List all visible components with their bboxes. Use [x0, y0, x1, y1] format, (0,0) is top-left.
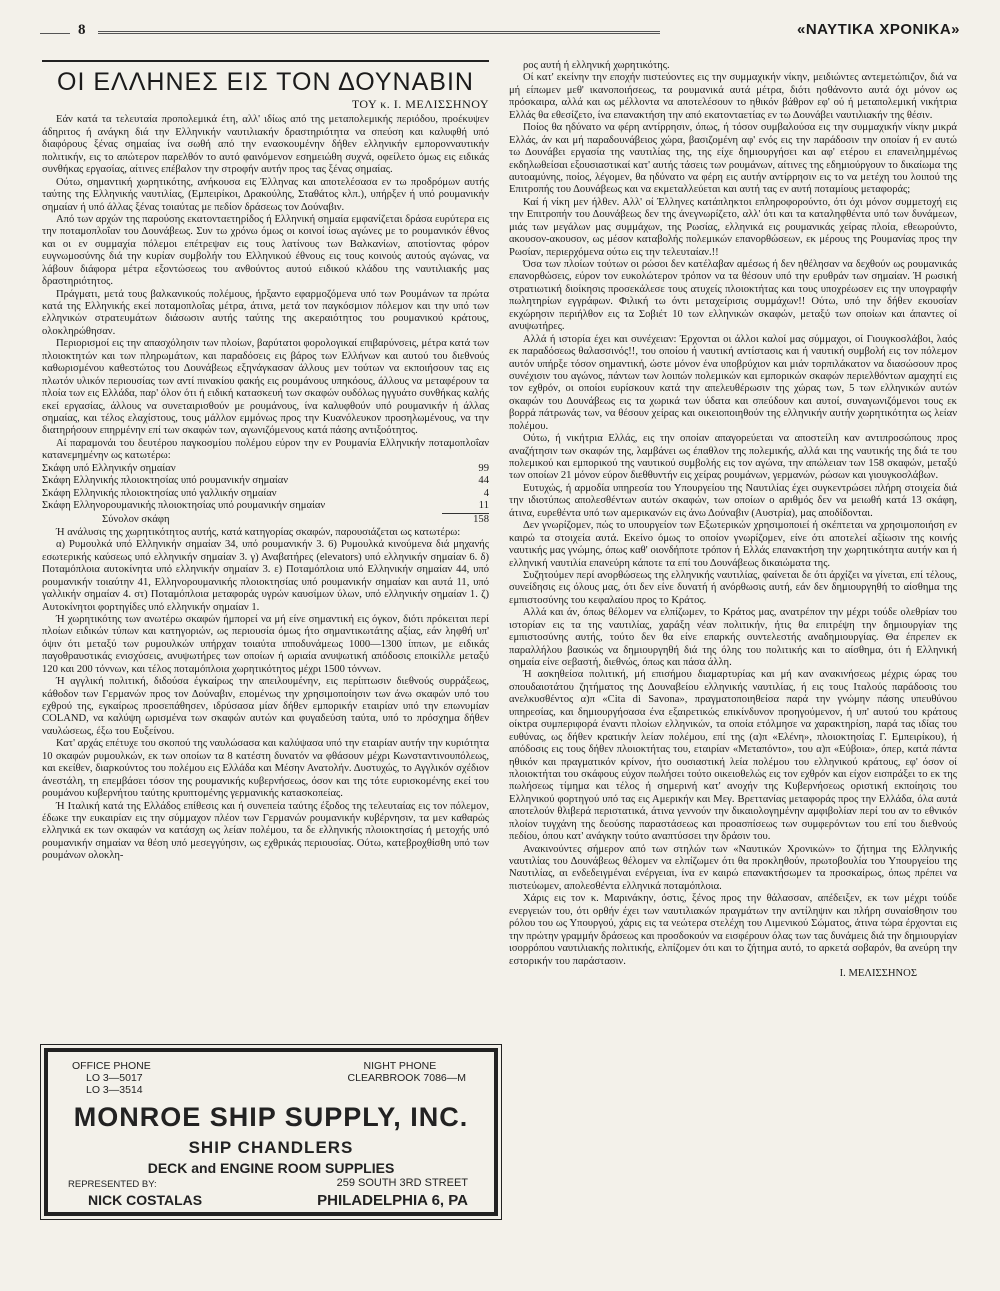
signature-line: [509, 968, 957, 980]
right-paragraphs: [509, 60, 957, 968]
office-phone-block: [72, 1060, 151, 1096]
article-paragraph: Από των αρχών της παρούσης εκατονταετηρίδος ή Ελληνική σημαία εμφανίζεται δράσα ευρύτερα εις την ποταμοπλοΐαν του Δουνάβεως. Συν τω χρόνω όμως οι κοινοί ίσως αγώνες με το ρουμανικόν έθνος και οι εν συμμαχία πόλεμοι επέτρεψαν εις τους λατίνους των Βαλκανίων, αποτίοντας φόρον ευγνωμοσύνης διά την κυρίαν συμβολήν του Ελληνικού έθνους εις τους κοινούς αυτούς αγώνας, να λάβουν διάφορα μέτρα εξοντώσεως του ανθούντος αυτού ειδικού κλάδου της ναυτιλιακής μας δραστηριότητος.: [42, 213, 489, 288]
night-phone-label: NIGHT PHONE: [363, 1060, 437, 1072]
office-phone-2: LO 3—3514: [86, 1084, 143, 1097]
monroe-ship-supply-advertisement: [44, 1048, 498, 1216]
representative-name: NICK COSTALAS: [88, 1192, 203, 1208]
office-phone-label: OFFICE PHONE: [72, 1060, 151, 1072]
article-paragraph: Καί ή νίκη μεν ήλθεν. Αλλ' οί Έλληνες κατάπληκτοι επληροφορούντο, ότι όχι μόνον συμμετοχή εις την Επιτροπήν του Δουνάβεως δεν της άνεγνωρίζετο, αλλ' ότι και τα καταληφθέντα υπό των δυνάμεων, μιάς των μεγάλων μας συμμάχων, της Ρωσίας, ελληνικά εις ρουμανικάς χείρας πλοία, εθεωρούντο, ακουσον-ακουσον, ως μέσον καταβολής πολεμικών επανορθώσεων, εκ μέρους της Ρουμανίας προς την Ρωσίαν, περιερχόμενα ούτω εις την τελευταίαν.!!: [509, 196, 957, 258]
header-rule-left: [40, 33, 70, 34]
article-paragraph: Όσα των πλοίων τούτων οι ρώσοι δεν κατέλαβαν αμέσως ή δεν ηθέλησαν να δεχθούν ως ρουμανικάς επανορθώσεις, εύρον τον ευκολώτερον τρόπον να τα θέσουν υπό την ερυθράν των σημαίαν. Ή ρωσική στρατιωτική διοίκησις προσεκάλεσε τους ατυχείς πλοιοκτήτας και τους υποχρέωσεν εις την υπογραφήν πωλητηρίων εγγράφων. Φιλική τω όντι μεταχείρισις συμμάχων!! Ούτω, υπό την δήθεν εκουσίαν εκχώρησιν περιήλθον εις τα Σοβιέτ 10 των ελληνικών σκαφών, μεταξύ των οποίων και άπαντες οί ανυψωτήρες.: [509, 259, 957, 333]
supplies-line: DECK and ENGINE ROOM SUPPLIES: [147, 1160, 395, 1176]
stat-label: Σκάφη υπό Ελληνικήν σημαίαν: [42, 462, 176, 474]
article-paragraph: Αλλά και άν, όπως θέλομεν να ελπίζωμεν, το Κράτος μας, ανατρέπον την μέχρι τούδε ολεθρίαν του ιστορίαν εις τα της ναυτιλίας, χαράξη νέαν πολιτικήν, ήτις θα επιτρέψη την δημιουργίαν της εμπιστοσύνης αυτής, τούτο δεν θα είνε επαρκής συντελεστής αναδημιουργίας. Θα έπρεπεν εκ παραλλήλου βασικώς να δημιουργηθή διά της όλης του πολιτικής και το αίσθημα, ότι ή Ελληνική σημαία είνε σεβαστή, διεθνώς, όπως και πάσα άλλη.: [509, 607, 957, 668]
stat-label: Σκάφη Ελληνορουμανικής πλοιοκτησίας υπό ρουμανικήν σημαίαν: [42, 500, 326, 512]
stat-label: Σκάφη Ελληνικής πλοιοκτησίας υπό ρουμανικήν σημαίαν: [42, 475, 289, 487]
left-paragraphs: [42, 114, 489, 462]
article-paragraph: Αλλά ή ιστορία έχει και συνέχειαν: Έρχονται οι άλλοι καλοί μας σύμμαχοι, οί Γιουγκοσλάβοι, λαός εκ παραδόσεως θαλασσινός!!, του οποίου ή ναυτική αντίστασις και ή ναυτική συμβολή εις τον πόλεμον αυτόν υπήρξε τόσον σημαντική, ώστε μόνον ένα υποβρύχιον και μιάν τορπιλάκατον να διασώσουν προς συνέχισιν του αγώνος, πάντων των λοιπών πολεμικών και εμπορικών σκαφών περιελθόντων αμαχητί εις τον εχθρόν, οι οποίοι ευρίσκουν κατά την απελευθέρωσιν της χώρας των, 5 των ελληνικών αυτών σκαφών του Δουνάβεως εις τα χωρικά των ύδατα και σπεύδουν και αυτοί, συναγωνιζόμενοι τους εκ βορρά πάτρωνάς των, να θέσουν χείρας και οικειοποιηθούν της ελληνικήν αυτήν χωρητικότητα ως λείαν πολέμου.: [509, 333, 957, 432]
article-paragraph: Ή αγγλική πολιτική, διδούσα έγκαίρως την απειλουμένην, εις περίπτωσιν διεθνούς συρράξεως, κάθοδον των Γερμανών προς τον Δούναβιν, επομένως την χρησιμοποίησιν των άνω σκαφών υπό του εχθρού της, εγκαίρως προσεπάθησεν, ιδρύσασα μίαν δήθεν εμπορικήν εταιρίαν υπό την επωνυμίαν COLAND, να καλύψη ωρισμένα των σκαφών αυτών και φυγαδεύση ταύτα, υπό το πρόσχημα δήθεν ναυλώσεως, έξω του Ευξείνου.: [42, 676, 489, 737]
article-paragraph: Κατ' αρχάς επέτυχε του σκοπού της ναυλώσασα και καλύψασα υπό την εταιρίαν αυτήν την κυριότητα 10 σκαφών ρυμουλκών, εκ των οποίων τα 8 κατέστη δυνατόν να φθάσουν μέχρι Κωνσταντινουπόλεως, και εκείθεν, διαρκούντος του πολέμου εις Ελλάδα και Μέσην Ανατολήν. Δυστυχώς, το Αγγλικόν σχέδιον άνεστάλη, τη επεμβάσει τόσον της ρουμανικής κυβερνήσεως, όσον και της τότε ευρισκομένης εκεί του ρουμάνου κυβερνήτου ταύτης κρυπτομένης γερμανικής κατασκοπείας.: [42, 738, 489, 800]
article-byline: ΤΟΥ κ. Ι. ΜΕΛΙΣΣΗΝΟΥ: [351, 97, 489, 112]
article-paragraph: Ή ασκηθείσα πολιτική, μή επισήμου διαμαρτυρίας και μή καν ανακινήσεως μέχρις ώρας του σπουδαιοτάτου ζητήματος της Δουναβείου ελληνικής ναυτιλίας, ή εις τους Ιταλούς παράδοσις του ανελκυσθέντος α)π «Cita di Savona», πραγματοποιηθείσα παρά την γνώμην πάσης υπευθύνου υπηρεσίας, και δημιουργήσασα ένα εξαιρετικώς επικίνδυνον προηγούμενον, ή υπ' αυτού του κράτους οίκτρα συμπεριφορά έναντι πλοίων ελληνικών, τα οποία ετόλμησε να χαρακτηρίση, παρά τας ιδίας του ευθύνας, ως δήθεν κρατικήν λείαν πολέμου, επί της (α)π «Ελένη», πλοιοκτησίας Γ. Εμπειρίκου), ή απόδοσις εις τους δήθεν πλοιοκτήτας του, εταιρίαν «Μεταπόντο», του α)π «Εύβοια», όπερ, κατά πάντα ηθικόν και πραγματικόν κρίνον, ήτο ουσιαστική λεία πολέμου του ελληνικού κράτους, εφ' όσον οί πλοιοκτήται του σκάφους εύχον πωλήσει τούτο οικειοθελώς εις τον εχθρόν και είχον εισπράξει το εκ της πωλήσεως τίμημα και τέλος ή σημερινή κατ' ανοχήν της Κυβερνήσεως οριστική εκποίησις του Ελληνικού φορτηγού υπό τας εις Αμερικήν και Μεγ. Βρεττανίας μεταφοράς προς την Ελλάδα, όλα αυτά αποτελούν θλιβερά περιστατικά, άτινα γεννούν την δικαιολογημένην αμφιβολίαν περί του αν το εθνικόν πλοίον τυγχάνη της δεούσης παραστάσεως και προασπίσεως των συμφερόντων του επί του διεθνούς πεδίου, όπου κατ' ανάγκην τούτο αναπτύσσει την δράσιν του.: [509, 669, 957, 843]
total-label: Σύνολον σκάφη: [102, 514, 170, 526]
article-paragraph: Δεν γνωρίζομεν, πώς το υπουργείον των Εξωτερικών χρησιμοποιεί ή σκέπτεται να χρησιμοποιήση εν καιρώ τα στοιχεία αυτά. Εκείνο όμως το οποίον γνωρίζομεν, είνε ότι αποτελεί αξίωσιν της κοινής ναυτικής μας γνώμης, όπως καθ' οιονδήποτε τρόπον ή Ελλάς επανακτήση την χωρητικότητα αυτήν και ή ελληνική ναυτιλία επανεύρη κάποτε τα επί του Δουνάβεως δικαιώματα της.: [509, 520, 957, 569]
left-paragraphs-2: [42, 527, 489, 863]
night-phone: CLEARBROOK 7086—M: [347, 1072, 466, 1085]
article-paragraph: Πράγματι, μετά τους βαλκανικούς πολέμους, ήρξαντο εφαρμοζόμενα υπό των Ρουμάνων τα πρώτα κατά της Ελληνικής εκεί ποταμοπλοΐας μέτρα, άτινα, μετά τον παγκόσμιον πόλεμον και την υπό των ελληνικών στρατευμάτων διάσωσιν αυτής ταύτης της ακεραιότητος του ρουμανικού κράτους, ολοκληρώθησαν.: [42, 288, 489, 337]
article-title: ΟΙ ΕΛΛΗΝΕΣ ΕΙΣ ΤΟΝ ΔΟΥΝΑΒΙΝ: [42, 60, 489, 97]
article-paragraph: Περιορισμοί εις την απασχόλησιν των πλοίων, βαρύτατοι φορολογικαί επιβαρύνσεις, μέτρα κατά των πλοιοκτητών και των πληρωμάτων, και παραδόσεις εις βάρος των Ελλήνων και αυτού του διεθνούς καθωρισμένου καθεστώτος του Δουνάβεως εξηνάγκασαν άλλους μεν τούτων να εκποιήσουν τας εις πλωτόν υλικόν περιουσίας των αντί πινακίου φακής εις ρουμάνους υπηκόους, άλλους να μεταφέρουν τα πλοία των εις Ελλάδα, παρ' όλον ότι ή ειδική κατασκευή των σκαφών ουδόλως ηγγυάτο συνθήκας καλής εκεί εργασίας, άλλους να συνεταιρισθούν με ρουμάνους, ίνα καλυφθούν υπό ρουμανικήν ή άλλας σημαίας, και τέλος ελαχίστους, τους μάλλον εμμόνως προς την Κυανόλευκον προσηλωμένους, να την διατηρήσουν επηρμένην επί των σκαφών των, αγωνιζόμενους κατά πάσης αντιξοότητος.: [42, 338, 489, 437]
article-paragraph: Εάν κατά τα τελευταία προπολεμικά έτη, αλλ' ιδίως από της μεταπολεμικής περιόδου, προέκυψεν άδηριτος ή ανάγκη διά την Ελληνικήν ναυτιλιακήν δραστηριότητα να σπεύση και καλυφθή υπό διαφόρους ξένας σημαίας ίνα σωθή από την ενασκουμένην δήθεν ελληνικήν εμπορονναυτικήν πολιτικήν, εις το απώτερον παρελθόν το αυτό φαινόμενον εσημειώθη συχνά, οφείλετο όμως εις ειδικάς συνθήκας εργασίας, αίτινες επέβαλον την στροφήν αυτήν προς τας ξένας σημαίας.: [42, 114, 489, 176]
night-phone-block: [348, 1060, 466, 1084]
stat-value: 11: [478, 500, 489, 512]
article-paragraph: Ποίος θα ηδύνατο να φέρη αντίρρησιν, όπως, ή τόσον συμβαλούσα εις την συμμαχικήν νίκην μικρά Ελλάς, άν και μή παραδουνάβειος χώρα, βασιζομένη αφ' ενός εις την παράδοσιν την οποίαν ή εν αυτώ τω Δουνάβει εργασία της ναυτιλίας της, της είχε δημιουργήσει και αφ' ετέρου ει επανειλημμένως εκδηλωθείσαι εξουσιαστικαί κατ' αυτής τάσεις των ρουμάνων, αίτινες της εδημιούργουν το δικαίωμα της αυτοαμύνης, ποίος, λέγομεν, θα ηδύνατο να φέρη εις αυτήν αντίρρησιν εις το να μετέχη του λοιπού της Επιτροπής του Δουνάβεως και να εκμεταλλεύεται και αυτή τας εν αυτή ποταμίους μεταφοράς;: [509, 122, 957, 196]
stat-row: [42, 463, 489, 475]
article-paragraph: Οί κατ' εκείνην την εποχήν πιστεύοντες εις την συμμαχικήν νίκην, μειδιώντες αντεμετώπιζον, διά να μή είπωμεν μεθ' ικανοποιήσεως, τα ρουμανικά αυτά μέτρα, διότι ησθάνοντο αυτά όχι μόνον ως πρόσκαιρα, αλλά και ως μέλλοντα να αποτελέσουν το ηθικόν βάθρον εφ' ού ή μεταπολεμική νικήτρια Ελλάς θα εθεσίζετο, ίνα επανακτήση την από εκατονταετίας εν τω Δουνάβει ναυτιλιακήν της θέσιν.: [509, 72, 957, 121]
publication-title: «ΝΑΥΤΙΚΑ ΧΡΟΝΙΚΑ»: [797, 21, 960, 38]
total-value: 158: [473, 514, 489, 526]
office-phone-1: LO 3—5017: [86, 1072, 143, 1085]
stat-label: Σκάφη Ελληνικής πλοιοκτησίας υπό γαλλικήν σημαίαν: [42, 487, 277, 499]
header-rule-double: [98, 31, 660, 34]
article-paragraph: Χάρις εις τον κ. Μαρινάκην, όστις, ξένος προς την θάλασσαν, απέδειξεν, εκ των μέχρι τούδε ενεργειών του, ότι ορθήν έχει των ναυτιλιακών πραγμάτων την αντίληψιν και πλήρη συναίσθησιν του ρόλου του ως Υπουργού, χάρις εις τα νεώτερα στελέχη του Λιμενικού Σώματος, άτινα τώρα έρχονται εις την πρώτην γραμμήν δράσεως και προσδοκούν να εισφέρουν όλας των τας δυνάμεις διά την δημιουργίαν ισορρόπου ναυτιλιακής πολιτικής, ελπίζομεν ότι και το ζήτημα αυτό, το αρκετά σοβαρόν, θα ανεύρη την εστορικήν του παράστασιν.: [509, 893, 957, 967]
article-column-right: [509, 60, 957, 980]
article-paragraph: Ούτω, σημαντική χωρητικότης, ανήκουσα εις Έλληνας και αποτελέσασα εν τω προδρόμων αυτής ταύτης της Ελληνικής ναυτιλίας, (Εμπειρίκοι, Δρακούλης, Σταθάτος κλπ.), υπήρξεν ή υπό ρουμανικήν σημαίαν ή υπό άλλας ξένας τοιαύτας με πεδίον δράσεως τον Δούναβιν.: [42, 176, 489, 213]
company-name: MONROE SHIP SUPPLY, INC.: [73, 1102, 469, 1132]
street-address: 259 SOUTH 3RD STREET: [336, 1177, 468, 1189]
stat-value: 44: [478, 475, 489, 487]
stat-row: [42, 488, 489, 500]
stat-value: 4: [483, 487, 489, 499]
article-column-left: [42, 60, 489, 863]
article-paragraph: Ή χωρητικότης των ανωτέρω σκαφών ήμπορεί να μή είνε σημαντική εις όγκον, διότι πρόκειται περί πλοίων ειδικών τύπων και κατηγοριών, ως περιουσία όμως ήτο σημαντικωτάτης αξίας, εάν ληφθή υπ' όψιν ότι μεταξύ των ρυμουλκών υπήρχαν τοιαύτα ιπποδυνάμεως 1000—1300 ίππων, με ειδικάς παγοθραυστικάς ενισχύσεις, ανυψωτήρες των οποίων ή ωριαία ανυψωτική απόδοσις εποικίλλε μεταξύ 120 και 200 τόννων, και τέλος ποταμόπλοια χωρητικότητος μέχρι 1500 τόννων.: [42, 613, 489, 675]
article-paragraph: Ή ανάλυσις της χωρητικότητος αυτής, κατά κατηγορίας σκαφών, παρουσιάζεται ως κατωτέρω:: [56, 526, 461, 538]
article-paragraph: Ευτυχώς, ή αρμοδία υπηρεσία του Υπουργείου της Ναυτιλίας έχει συγκεντρώσει πλήρη στοιχεία διά την ιδιοτύπως απολεσθέντων αυτών σκαφών, των οποίων ο αριθμός δεν να μειωθή κατά 13 σκάφη, άτινα, ευρεθέντα υπό των αμερικανών εις άνω Δούναβιν (Αυστρία), μας αποδίδονται.: [509, 482, 957, 519]
stat-row: [42, 475, 489, 487]
article-paragraph: Αί παραμονάι του δευτέρου παγκοσμίου πολέμου εύρον την εν Ρουμανία Ελληνικήν ποταμοπλοΐαν κατανεμημένην ως κατωτέρω:: [42, 437, 489, 462]
fleet-total: [42, 514, 489, 526]
article-paragraph: ρος αυτή ή ελληνική χωρητικότης.: [523, 60, 670, 71]
article-paragraph: α) Ρυμουλκά υπό Ελληνικήν σημαίαν 34, υπό ρουμανικήν 3. 6) Ρυμουλκά κινούμενα διά μηχανής εσωτερικής καύσεως υπό ελληνικήν σημαίαν 3. γ) Αναβατήρες (elevators) υπό ελληνικήν σημαίαν 6. δ) Ποταμόπλοια αυτοκίνητα υπό ελληνικήν σημαίαν 3. ε) Ποταμόπλοια υπό Ελληνικήν σημαίαν 44, υπό ρουμανικήν τοιαύτην 41, Ελληνορουμανικής πλοιοκτησίας υπό ρουμανικήν σημαίαν και αυτά 11, υπό γαλλικήν σημαίαν 4. στ) Ποταμόπλοια μεταφοράς υγρών καυσίμων ύλων, υπό ελληνικήν σημαίαν 1. ζ) Αυτοκίνητοι φορτηγίδες υπό ελληνικήν σημαίαν 1.: [42, 539, 489, 613]
stat-value: 99: [478, 462, 489, 474]
ship-chandlers-line: SHIP CHANDLERS: [188, 1138, 354, 1157]
represented-by-label: REPRESENTED BY:: [68, 1179, 157, 1190]
article-paragraph: Ούτω, ή νικήτρια Ελλάς, εις την οποίαν απαγορεύεται να αποστείλη καν αντιπροσώπους προς αναζήτησιν των σκαφών της, λαμβάνει ως έπαθλον της πολεμικής, αλλά και της ναυτικής της διά τε του πολεμικού και εμπορικού της ναυτικού συμβολής εις τον αγώνα, την απώλειαν των 158 σκαφών, μεταξύ των οποίων 21 μόνον εύρον διεθθυντήν εις χείρας ρουμάνων, γερμανών, ρώσων και γιουγκοσλάβων.: [509, 433, 957, 482]
fleet-statistics: [42, 463, 489, 513]
page-header: [40, 22, 960, 44]
article-paragraph: Συζητούμεν περί ανορθώσεως της ελληνικής ναυτιλίας, φαίνεται δε ότι άρχίζει να γίνεται, επί τέλους, συνείδησις εις όλους μας, ότι δεν είνε δυνατή ή ανόρθωσις αυτή, εάν δεν δημιουργηθή το αίσθημα της εμπιστοσύνης του κεφαλαίου προς το Κράτος.: [509, 569, 957, 606]
page-number: 8: [78, 22, 86, 38]
article-paragraph: Ή Ιταλική κατά της Ελλάδος επίθεσις και ή συνεπεία ταύτης έξοδος της τελευταίας εις τον πόλεμον, έδωκε την ευκαιρίαν εις την σύμμαχον πλέον των Γερμανών ρουμανικήν κυβέρνησιν, τα μεν καθαρώς ελληνικά εκ των σκαφών να κατάσχη ως λείαν πολέμου, τα δε ελληνικής πλοιοκτησίας ή μετοχής υπό ρουμανικήν σημαίαν να θέση υπό μεσεγγύησιν, ως εχθρικάς περιουσίας. Ούτω, κατεβροχθίσθη υπό των ρουμάνων ολοκλη-: [42, 800, 489, 862]
stat-row: [42, 500, 489, 512]
author-signature: Ι. ΜΕΛΙΣΣΗΝΟΣ: [839, 967, 917, 979]
article-paragraph: Ανακινούντες σήμερον από των στηλών των «Ναυτικών Χρονικών» το ζήτημα της Ελληνικής ναυτιλίας του Δουνάβεως θέλομεν να ελπίζωμεν ότι θα προκληθούν, πρωτοβουλία του Υπουργείου της Ναυτιλίας, αι ενδεδειγμέναι ενέργειαι, ίνα εν καιρώ επανακτήσωμεν τα προσκαίρως, όπως πρέπει να πιστεύωμεν, απολεσθέντα ελληνικά ποταμόπλοια.: [509, 843, 957, 892]
city-address: PHILADELPHIA 6, PA: [317, 1192, 468, 1209]
